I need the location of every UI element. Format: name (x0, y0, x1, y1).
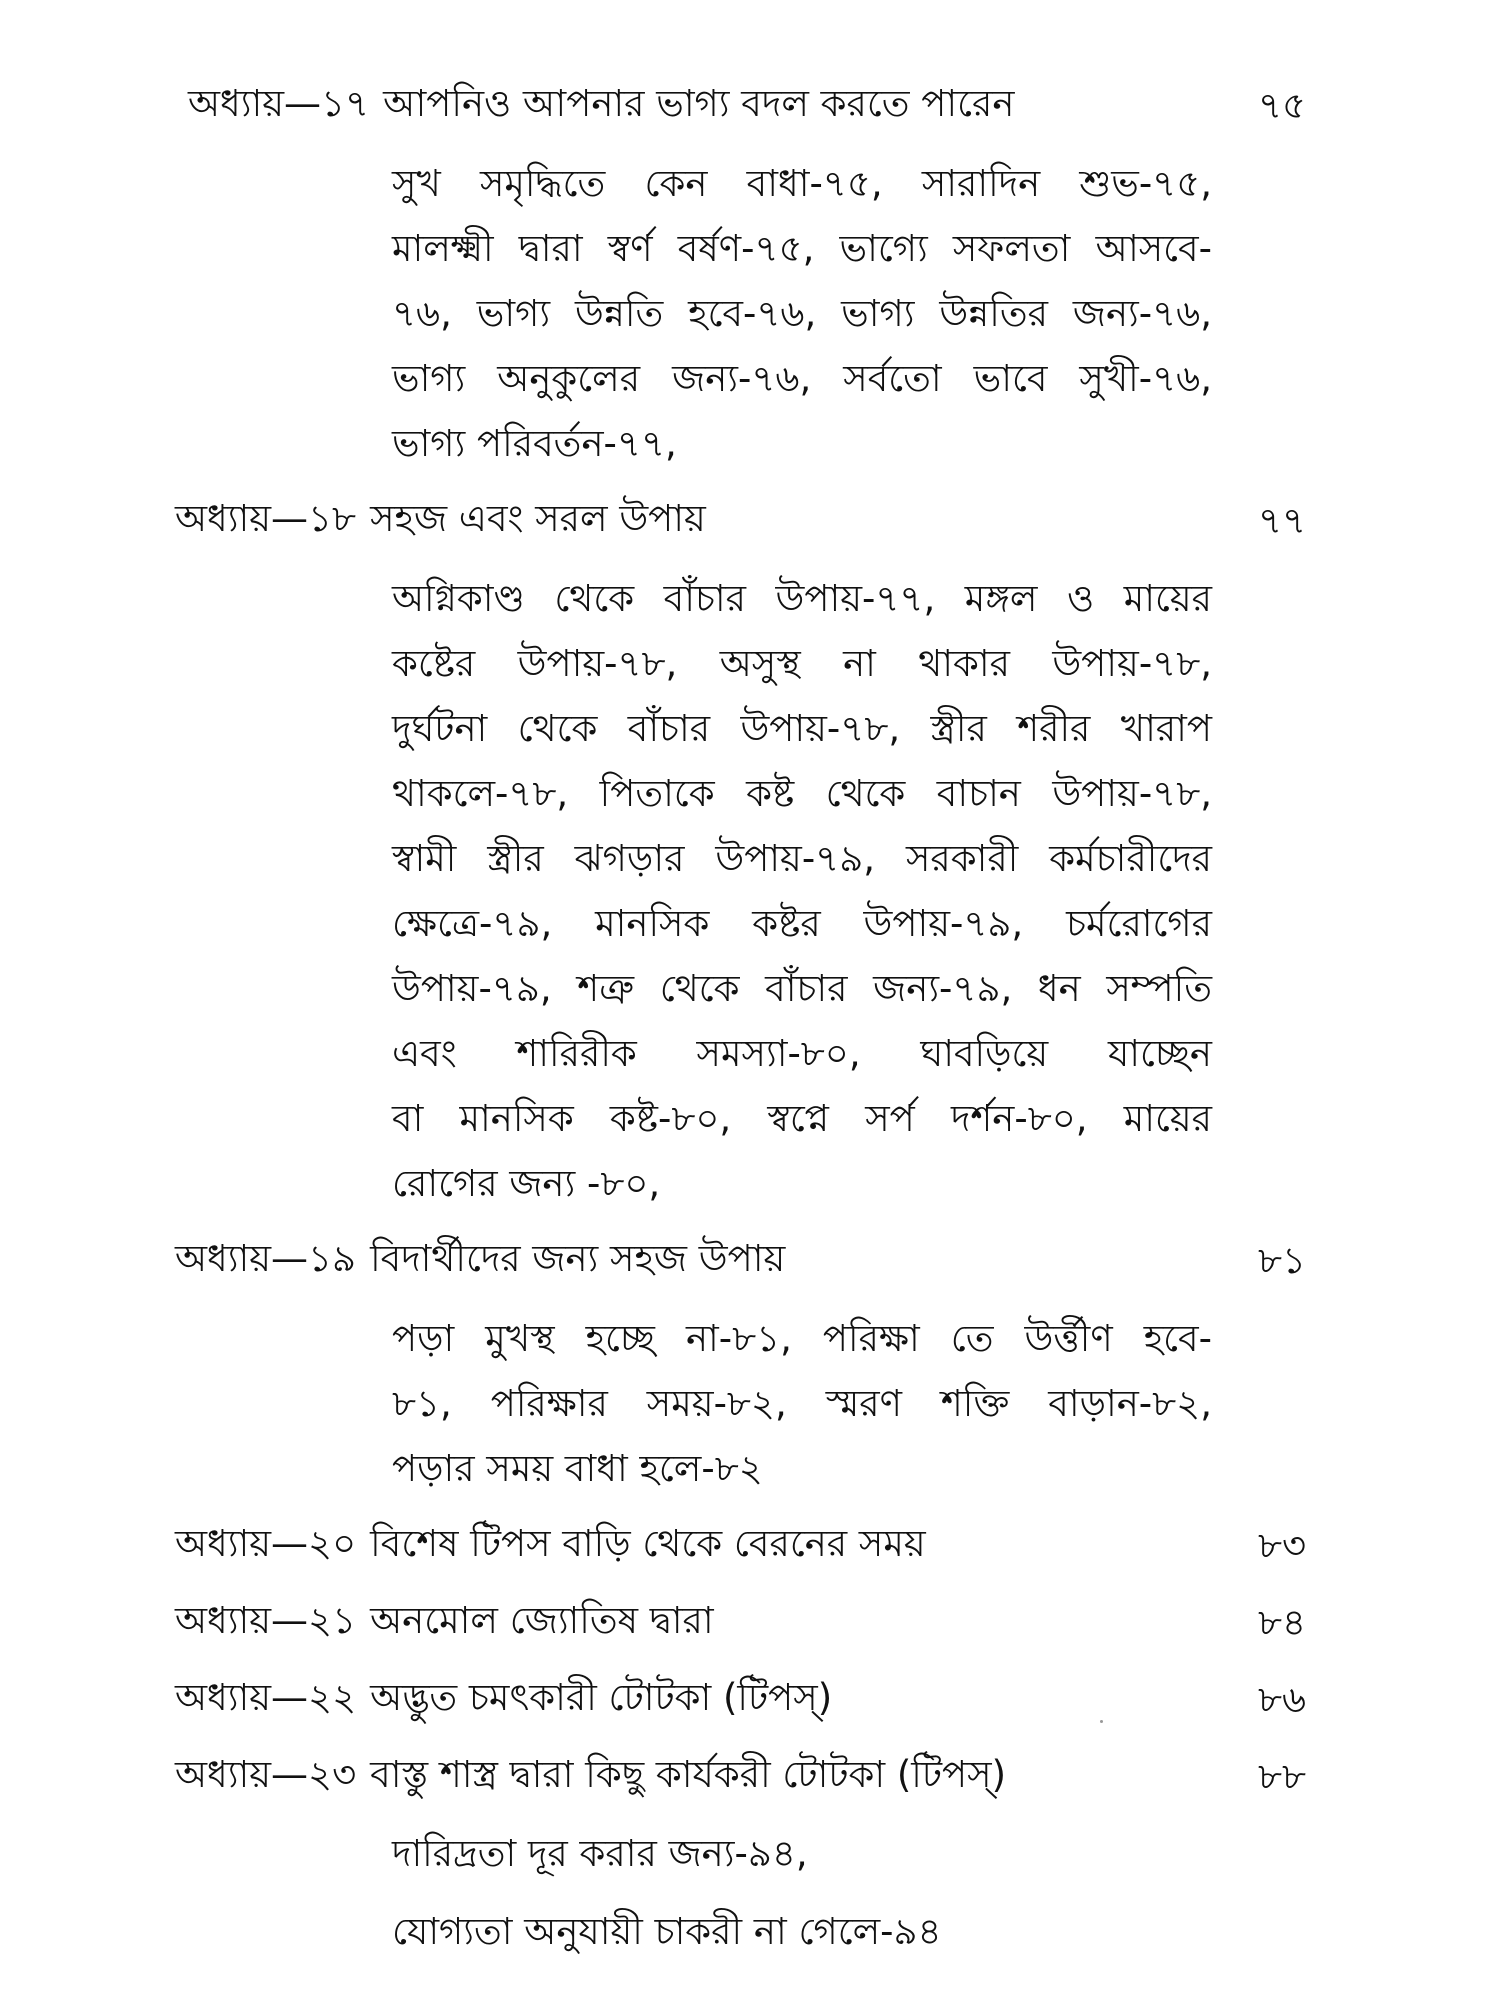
chapter-17-topic-line: সুখ সমৃদ্ধিতে কেন বাধা-৭৫, সারাদিন শুভ-৭৫, (392, 162, 1212, 205)
chapter-21-heading (175, 1597, 714, 1645)
chapter-21-label: অধ্যায়—২১ (175, 1599, 357, 1642)
chapter-18-topic-line: কষ্টের উপায়-৭৮, অসুস্থ না থাকার উপায়-৭৮, (392, 642, 1212, 685)
chapter-19-page-number: ৮১ (1258, 1239, 1307, 1282)
chapter-22-page-number: ৮৬ (1258, 1678, 1307, 1721)
chapter-23-page-number: ৮৮ (1258, 1755, 1307, 1798)
chapter-18-topic-line: উপায়-৭৯, শত্রু থেকে বাঁচার জন্য-৭৯, ধন সম্পতি (392, 967, 1212, 1010)
chapter-22-title: অদ্ভুত চমৎকারী টোটকা (টিপস্) (370, 1676, 833, 1719)
chapter-19-topic-line: পড়া মুখস্থ হচ্ছে না-৮১, পরিক্ষা তে উর্ত্তীণ হবে- (392, 1317, 1212, 1360)
chapter-18-topic-line: রোগের জন্য -৮০, (392, 1162, 661, 1205)
chapter-18-topic-line: থাকলে-৭৮, পিতাকে কষ্ট থেকে বাচান উপায়-৭৮, (392, 772, 1212, 815)
chapter-19-heading (175, 1235, 785, 1283)
chapter-18-topic-line: অগ্নিকাণ্ড থেকে বাঁচার উপায়-৭৭, মঙ্গল ও মায়ের (392, 577, 1212, 620)
chapter-18-topic-line: ক্ষেত্রে-৭৯, মানসিক কষ্টর উপায়-৭৯, চর্মরোগের (392, 902, 1212, 945)
scan-speck (1100, 1720, 1103, 1723)
chapter-22-heading (175, 1674, 832, 1722)
chapter-20-label: অধ্যায়—২০ (175, 1522, 357, 1565)
chapter-20-page-number: ৮৩ (1258, 1524, 1307, 1567)
chapter-18-title: সহজ এবং সরল উপায় (370, 497, 706, 540)
chapter-23-topic-line: যোগ্যতা অনুযায়ী চাকরী না গেলে-৯৪ (392, 1910, 942, 1953)
chapter-17-topic-line: মালক্ষ্মী দ্বারা স্বর্ণ বর্ষণ-৭৫, ভাগ্যে সফলতা আসবে- (392, 227, 1212, 270)
chapter-23-topic-line: দারিদ্রতা দূর করার জন্য-৯৪, (392, 1832, 808, 1875)
chapter-23-heading (175, 1751, 1006, 1799)
chapter-18-topic-line: দুর্ঘটনা থেকে বাঁচার উপায়-৭৮, স্ত্রীর শরীর খারাপ (392, 707, 1212, 750)
chapter-18-topic-line: স্বামী স্ত্রীর ঝগড়ার উপায়-৭৯, সরকারী কর্মচারীদের (392, 837, 1212, 880)
chapter-19-title: বিদার্থীদের জন্য সহজ উপায় (370, 1237, 786, 1280)
chapter-17-title: আপনিও আপনার ভাগ্য বদল করতে পারেন (383, 82, 1015, 125)
chapter-19-label: অধ্যায়—১৯ (175, 1237, 357, 1280)
chapter-17-topic-line: ৭৬, ভাগ্য উন্নতি হবে-৭৬, ভাগ্য উন্নতির জন্য-৭৬, (392, 292, 1212, 335)
chapter-17-topic-line: ভাগ্য পরিবর্তন-৭৭, (392, 422, 677, 465)
chapter-22-label: অধ্যায়—২২ (175, 1676, 357, 1719)
chapter-19-topic-line: পড়ার সময় বাধা হলে-৮২ (392, 1447, 763, 1490)
chapter-23-label: অধ্যায়—২৩ (175, 1753, 357, 1796)
chapter-18-label: অধ্যায়—১৮ (175, 497, 357, 540)
chapter-19-topic-line: ৮১, পরিক্ষার সময়-৮২, স্মরণ শক্তি বাড়ান-৮২, (392, 1382, 1212, 1425)
chapter-18-topic-line: বা মানসিক কষ্ট-৮০, স্বপ্নে সর্প দর্শন-৮০, মায়ের (392, 1097, 1212, 1140)
chapter-18-topic-line: এবং শারিরীক সমস্যা-৮০, ঘাবড়িয়ে যাচ্ছেন (392, 1032, 1212, 1075)
chapter-20-heading (175, 1520, 926, 1568)
chapter-21-title: অনমোল জ্যোতিষ দ্বারা (370, 1599, 714, 1642)
chapter-17-label: অধ্যায়—১৭ (188, 82, 370, 125)
chapter-18-heading (175, 495, 706, 543)
chapter-17-heading (188, 80, 1014, 128)
chapter-17-page-number: ৭৫ (1258, 84, 1307, 127)
chapter-17-topic-line: ভাগ্য অনুকুলের জন্য-৭৬, সর্বতো ভাবে সুখী-৭৬, (392, 357, 1212, 400)
chapter-21-page-number: ৮৪ (1258, 1601, 1307, 1644)
chapter-18-page-number: ৭৭ (1258, 499, 1307, 542)
chapter-23-title: বাস্তু শাস্ত্র দ্বারা কিছু কার্যকরী টোটকা (টিপস্) (370, 1753, 1007, 1796)
chapter-20-title: বিশেষ টিপস বাড়ি থেকে বেরনের সময় (370, 1522, 926, 1565)
